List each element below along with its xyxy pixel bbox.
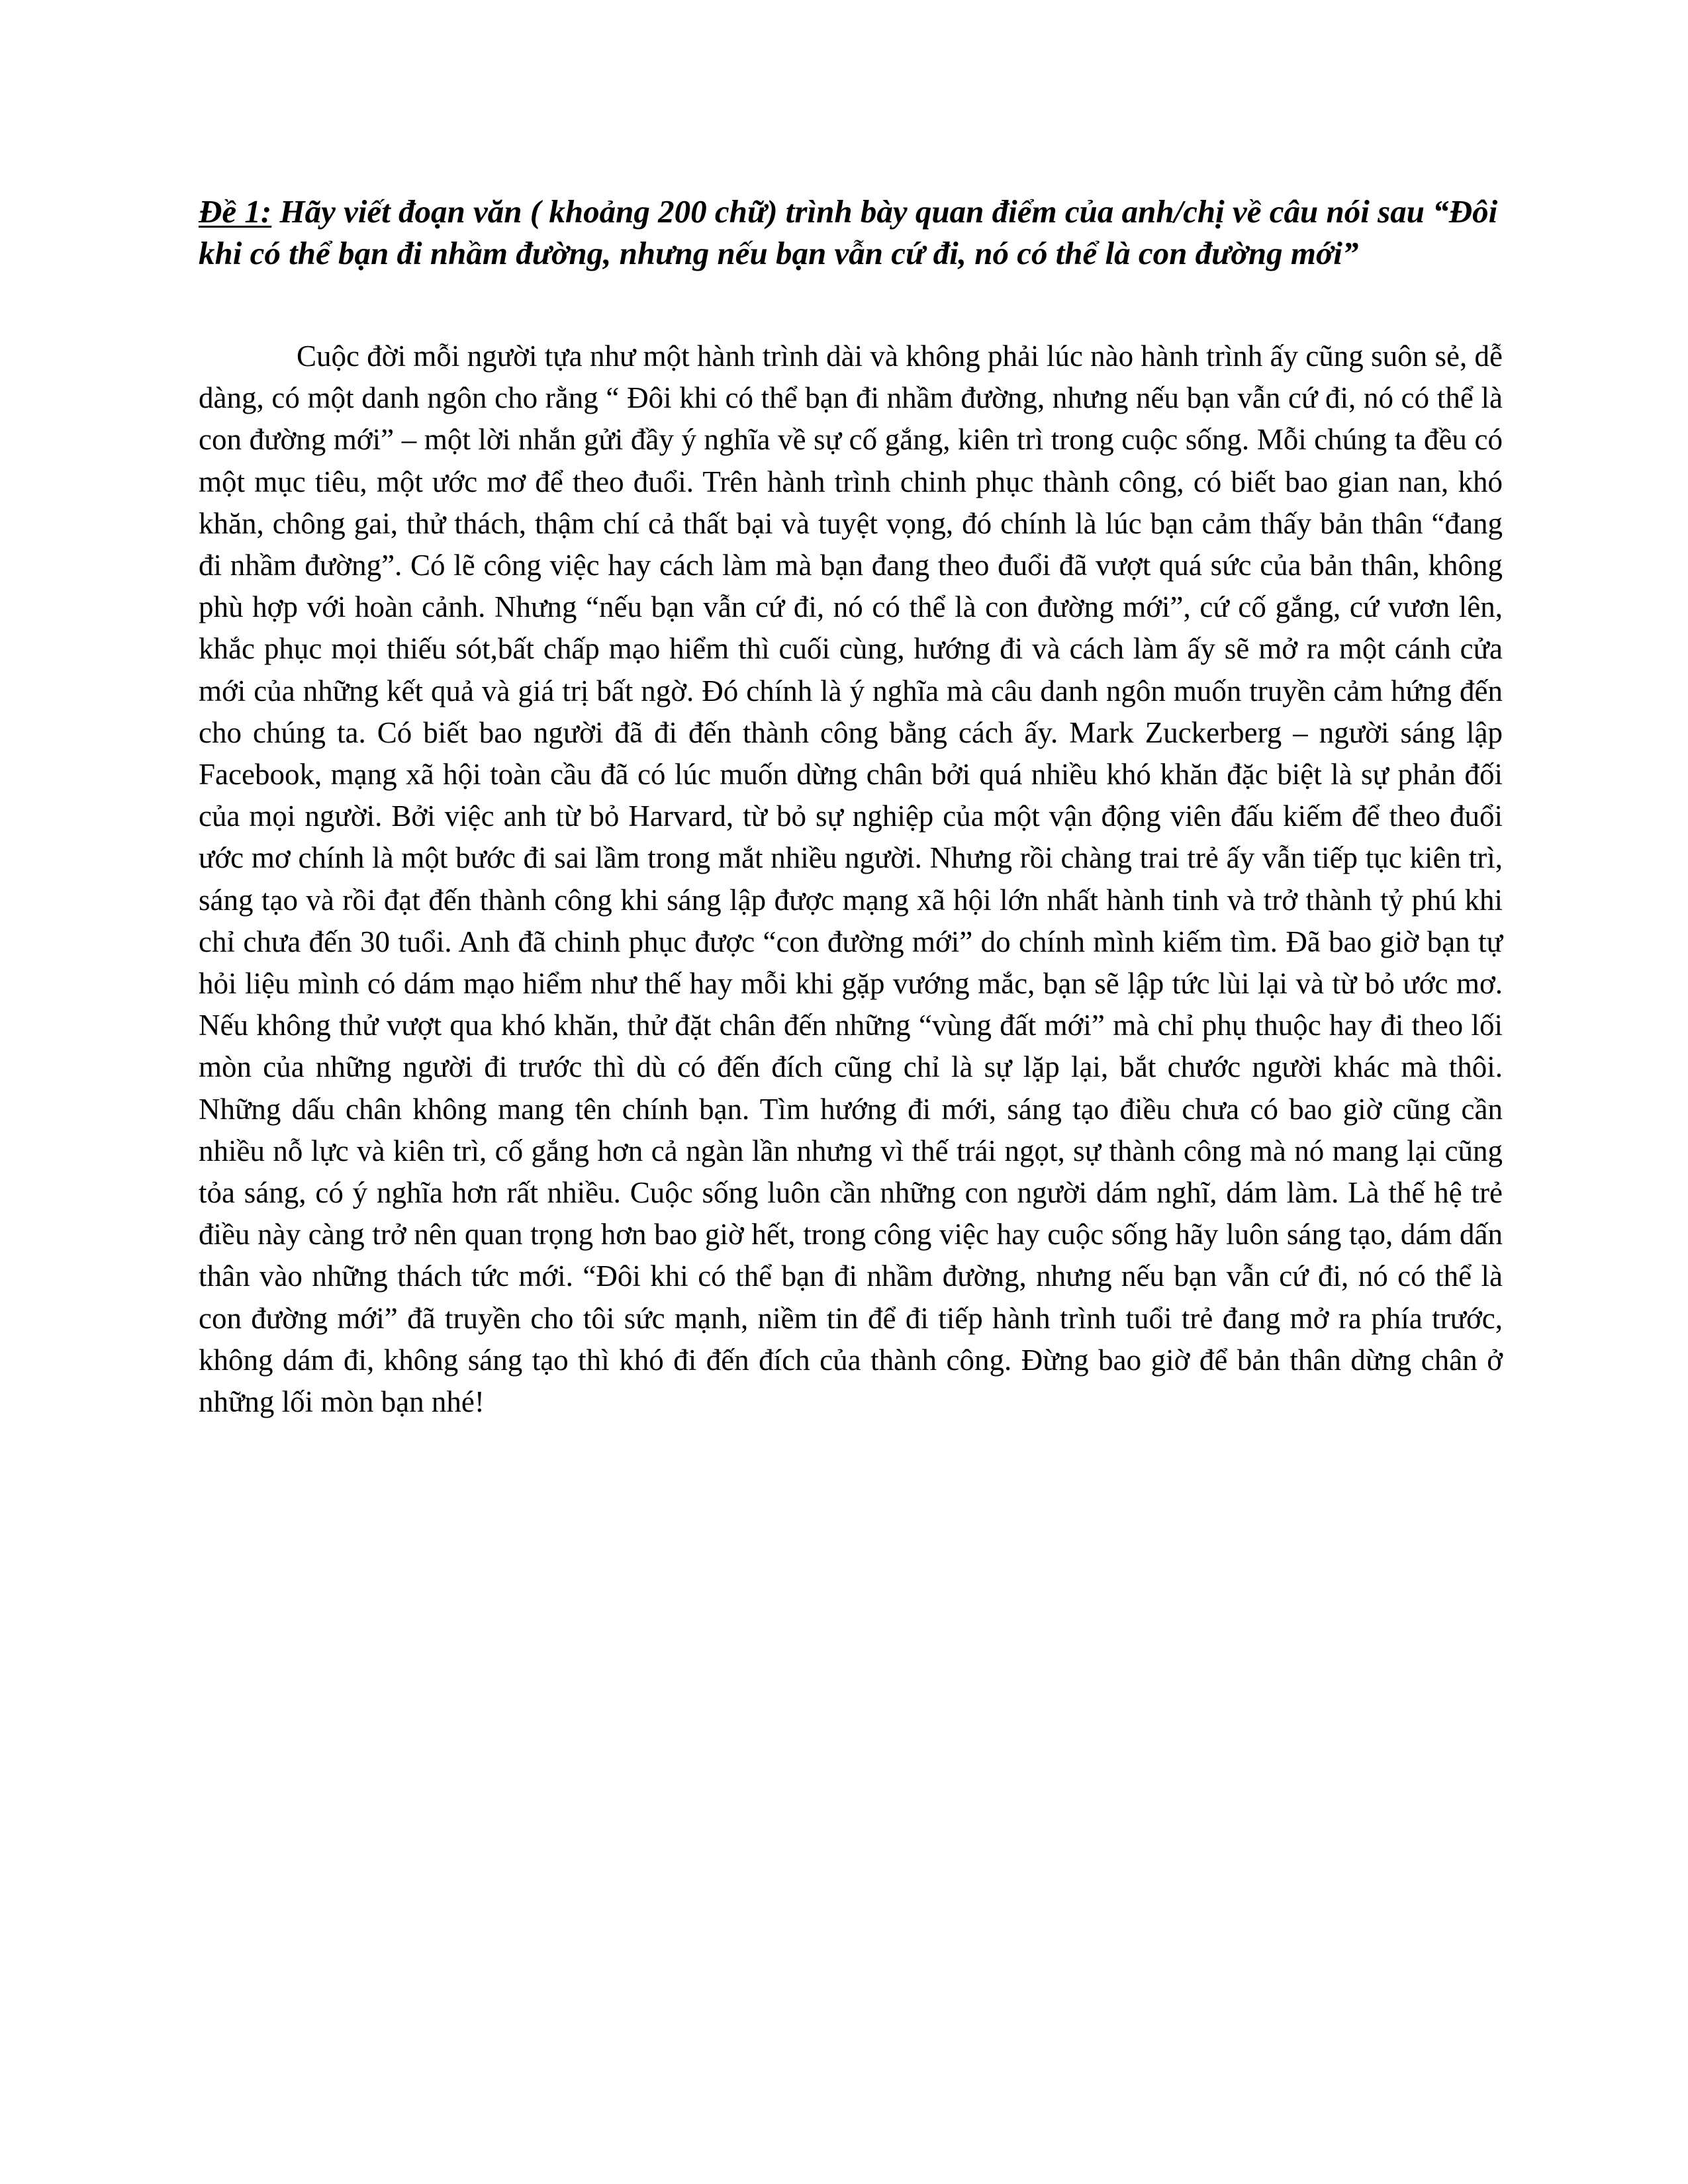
exercise-heading xyxy=(199,191,1503,274)
document-content xyxy=(199,191,1503,1423)
exercise-prompt: Hãy viết đoạn văn ( khoảng 200 chữ) trình bày quan điểm của anh/chị về câu nói sau “Đôi khi có thể bạn đi nhầm đường, nhưng nếu bạn vẫn cứ đi, nó có thể là con đường mới” xyxy=(199,193,1498,271)
exercise-label: Đề 1: xyxy=(199,193,272,230)
essay-paragraph: Cuộc đời mỗi người tựa như một hành trình dài và không phải lúc nào hành trình ấy cũng suôn sẻ, dễ dàng, có một danh ngôn cho rằng “ Đôi khi có thể bạn đi nhầm đường, nhưng nếu bạn vẫn cứ đi, nó có thể là con đường mới” – một lời nhắn gửi đầy ý nghĩa về sự cố gắng, kiên trì trong cuộc sống. Mỗi chúng ta đều có một mục tiêu, một ước mơ để theo đuổi. Trên hành trình chinh phục thành công, có biết bao gian nan, khó khăn, chông gai, thử thách, thậm chí cả thất bại và tuyệt vọng, đó chính là lúc bạn cảm thấy bản thân “đang đi nhầm đường”. Có lẽ công việc hay cách làm mà bạn đang theo đuổi đã vượt quá sức của bản thân, không phù hợp với hoàn cảnh. Nhưng “nếu bạn vẫn cứ đi, nó có thể là con đường mới”, cứ cố gắng, cứ vươn lên, khắc phục mọi thiếu sót,bất chấp mạo hiểm thì cuối cùng, hướng đi và cách làm ấy sẽ mở ra một cánh cửa mới của những kết quả và giá trị bất ngờ. Đó chính là ý nghĩa mà câu danh ngôn muốn truyền cảm hứng đến cho chúng ta. Có biết bao người đã đi đến thành công bằng cách ấy. Mark Zuckerberg – người sáng lập Facebook, mạng xã hội toàn cầu đã có lúc muốn dừng chân bởi quá nhiều khó khăn đặc biệt là sự phản đối của mọi người. Bởi việc anh từ bỏ Harvard, từ bỏ sự nghiệp của một vận động viên đấu kiếm để theo đuổi ước mơ chính là một bước đi sai lầm trong mắt nhiều người. Nhưng rồi chàng trai trẻ ấy vẫn tiếp tục kiên trì, sáng tạo và rồi đạt đến thành công khi sáng lập được mạng xã hội lớn nhất hành tinh và trở thành tỷ phú khi chỉ chưa đến 30 tuổi. Anh đã chinh phục được “con đường mới” do chính mình kiếm tìm. Đã bao giờ bạn tự hỏi liệu mình có dám mạo hiểm như thế hay mỗi khi gặp vướng mắc, bạn sẽ lập tức lùi lại và từ bỏ ước mơ. Nếu không thử vượt qua khó khăn, thử đặt chân đến những “vùng đất mới” mà chỉ phụ thuộc hay đi theo lối mòn của những người đi trước thì dù có đến đích cũng chỉ là sự lặp lại, bắt chước người khác mà thôi. Những dấu chân không mang tên chính bạn. Tìm hướng đi mới, sáng tạo điều chưa có bao giờ cũng cần nhiều nỗ lực và kiên trì, cố gắng hơn cả ngàn lần nhưng vì thế trái ngọt, sự thành công mà nó mang lại cũng tỏa sáng, có ý nghĩa hơn rất nhiều. Cuộc sống luôn cần những con người dám nghĩ, dám làm. Là thế hệ trẻ điều này càng trở nên quan trọng hơn bao giờ hết, trong công việc hay cuộc sống hãy luôn sáng tạo, dám dấn thân vào những thách tức mới. “Đôi khi có thể bạn đi nhầm đường, nhưng nếu bạn vẫn cứ đi, nó có thể là con đường mới” đã truyền cho tôi sức mạnh, niềm tin để đi tiếp hành trình tuổi trẻ đang mở ra phía trước, không dám đi, không sáng tạo thì khó đi đến đích của thành công. Đừng bao giờ để bản thân dừng chân ở những lối mòn bạn nhé! xyxy=(199,340,1503,1419)
